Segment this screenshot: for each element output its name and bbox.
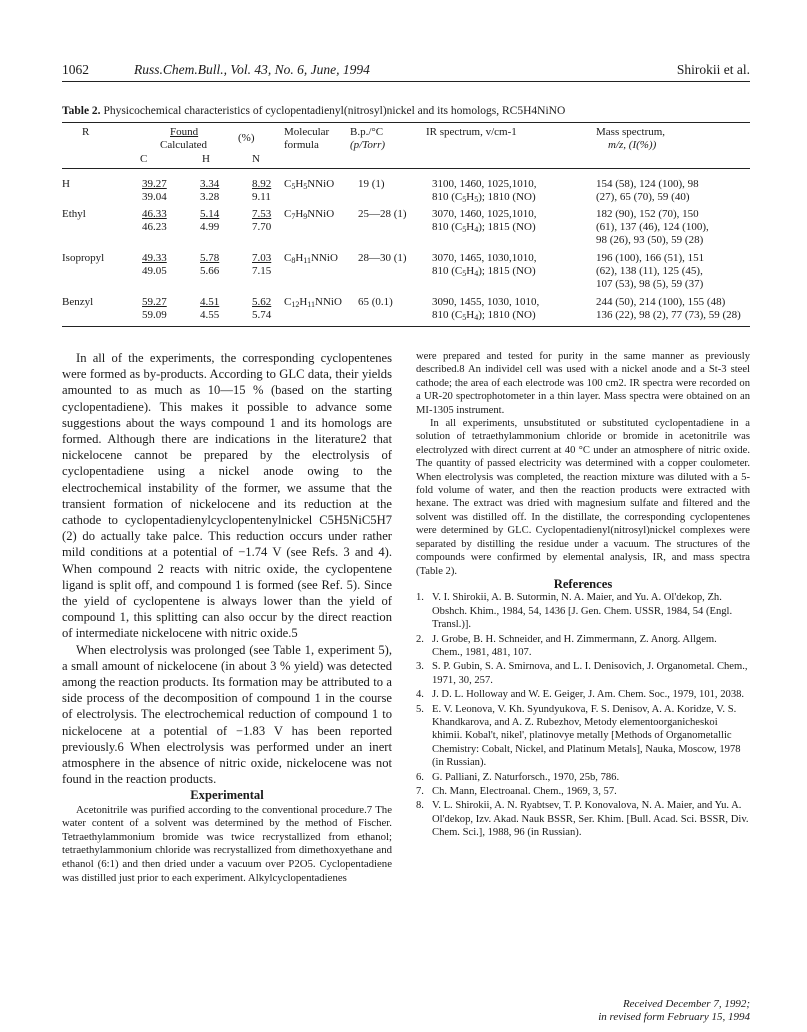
cell-n-found: 7.03 (252, 252, 272, 264)
cell-c-found: 46.33 (142, 208, 167, 220)
list-item (416, 633, 750, 660)
cell-ms: (27), 65 (70), 59 (40) (596, 191, 690, 203)
cell-h-calc: 5.66 (200, 265, 220, 277)
page-number: 1062 (62, 62, 89, 77)
cell-ms: (62), 138 (11), 125 (45), (596, 265, 703, 277)
header-rule (62, 81, 750, 82)
cell-n-calc: 5.74 (252, 309, 272, 321)
cell-h-found: 5.14 (200, 208, 220, 220)
received-dates (598, 998, 750, 1025)
cell-ir: 810 $(C_5H_4)$; 1815 (NO) (432, 265, 536, 278)
cell-bp: 19 (1) (358, 178, 385, 190)
revised-date: in revised form February 15, 1994 (598, 1011, 750, 1024)
cell-n-calc: 7.15 (252, 265, 272, 277)
row-r: H (62, 178, 70, 190)
paragraph: Acetonitrile was purified according to the conventional procedure.7 The water content of a solvent was determined by the method of Fischer. Tetraethylammonium bromide was twice recrystallized from ethanol; tetraethylammonium chloride was recrystallized from dimethoxyethane and ethanol (6:1) and then dried under a vacuum over P2O5. Cyclopentadiene was distilled just prior to each experiment. Alkylcyclopentadienes (62, 803, 392, 884)
cell-ir: 810 $(C_5H_4)$; 1810 (NO) (432, 309, 536, 322)
cell-formula: $C_7H_9NNiO$ (284, 208, 335, 221)
cell-n-found: 5.62 (252, 296, 272, 308)
running-authors: Shirokii et al. (676, 62, 750, 77)
ref-text: E. V. Leonova, V. Kh. Syundyukova, F. S. Denisov, A. A. Koridze, V. S. Khandkarova, and A. Z. Rubezhov, Metody elementoorganicheskoi khimii. Kobal't, nikel', platinovye metally [Methods of Organometallic Chemistry: Cobalt, Nickel, and Platinum Metals], Nauka, Moscow, 1978 (in Russian). (432, 703, 741, 769)
table-caption-text: Physicochemical characteristics of cyclopentadienyl(nitrosyl)nickel and its homologs, RC5H4NiNO (103, 105, 566, 117)
ref-number: 4. (416, 689, 424, 701)
cell-n-calc: 9.11 (252, 191, 271, 203)
row-r: Isopropyl (62, 252, 105, 264)
cell-bp: 65 (0.1) (358, 296, 393, 308)
cell-c-found: 59.27 (142, 296, 167, 308)
cell-h-calc: 4.55 (200, 309, 220, 321)
cell-n-found: 7.53 (252, 208, 272, 220)
received-date: Received December 7, 1992; (622, 998, 750, 1010)
ref-number: 1. (416, 592, 424, 604)
col-ms2: m/z, (I(%)) (608, 139, 657, 151)
cell-formula: $C_5H_5NNiO$ (284, 178, 335, 191)
col-ms1: Mass spectrum, (596, 126, 666, 138)
cell-c-calc: 39.04 (142, 191, 167, 203)
ref-number: 7. (416, 786, 424, 797)
running-header (62, 62, 750, 80)
paragraph: In all experiments, unsubstituted or substituted cyclopentadiene in a solution of tetraethylammonium chloride or bromide in acetonitrile was electrolyzed with direct current at 40 °C under an atmosphere of nitric oxide. The quantity of passed electricity was determined with a copper coulometer. When electrolysis was completed, the reaction mixture was diluted with a 5-fold volume of water, and then the reaction products were extracted with hexane. The extract was dried with magnesium sulfate and filtered and the solvent was distilled off. In the distillate, the corresponding cyclopentenes were determined by GLC. Cyclopentadienyl(nitrosyl)nickel complexes were separated by distilling the residue under a vacuum. The structures of the compounds were confirmed by elemental analysis, IR, and mass spectra (Table 2). (416, 418, 750, 577)
list-item (416, 799, 750, 839)
journal-citation: Russ.Chem.Bull., Vol. 43, No. 6, June, 1994 (134, 62, 370, 77)
cell-c-found: 39.27 (142, 178, 167, 190)
list-item (416, 688, 750, 701)
cell-ms: 107 (53), 98 (5), 59 (37) (596, 278, 704, 290)
ref-text: V. I. Shirokii, A. B. Sutormin, N. A. Maier, and Yu. A. Ol'dekop, Zh. Obshch. Khim., 1984, 54, 1436 [J. Gen. Chem. USSR, 1984, 54 (Engl. Transl.)]. (432, 592, 733, 631)
left-column (62, 350, 392, 885)
col-pct: (%) (238, 132, 255, 144)
col-calculated: Calculated (160, 139, 208, 151)
col-mf1: Molecular (284, 126, 330, 138)
ref-text: V. L. Shirokii, A. N. Ryabtsev, T. P. Konovalova, N. A. Maier, and Yu. A. Ol'dekop, Izv. Akad. Nauk BSSR, Ser. Khim. [Bull. Acad. Sci. BSSR, Div. Chem. Sci.], 1988, 96 (in Russian). (432, 800, 749, 839)
col-found: Found (170, 126, 199, 138)
col-bp2: (p/Torr) (350, 139, 386, 151)
cell-h-calc: 3.28 (200, 191, 220, 203)
cell-h-found: 3.34 (200, 178, 220, 190)
cell-ir: 810 $(C_5H_4)$; 1815 (NO) (432, 221, 536, 234)
cell-formula: $C_{12}H_{11}NNiO$ (284, 296, 342, 309)
col-r: R (82, 126, 90, 138)
col-n: N (252, 153, 260, 165)
cell-ir: 3100, 1460, 1025,1010, (432, 178, 537, 190)
cell-bp: 25—28 (1) (358, 208, 407, 220)
cell-ir: 3070, 1460, 1025,1010, (432, 208, 537, 220)
col-mf2: formula (284, 139, 319, 151)
ref-number: 8. (416, 800, 424, 812)
cell-h-found: 4.51 (200, 296, 220, 308)
cell-c-found: 49.33 (142, 252, 167, 264)
cell-ms: 154 (58), 124 (100), 98 (596, 178, 699, 190)
cell-ms: 196 (100), 166 (51), 151 (596, 252, 705, 264)
list-item (416, 591, 750, 631)
cell-c-calc: 59.09 (142, 309, 167, 321)
list-item (416, 660, 750, 687)
table-caption-label: Table 2. (62, 105, 101, 117)
ref-text: J. D. L. Holloway and W. E. Geiger, J. Am. Chem. Soc., 1979, 101, 2038. (432, 689, 745, 701)
row-r: Ethyl (62, 208, 86, 220)
row-r: Benzyl (62, 296, 94, 308)
col-c: C (140, 153, 148, 165)
table-top-rule (62, 122, 750, 123)
cell-ir: 3070, 1465, 1030,1010, (432, 252, 537, 264)
col-h: H (202, 153, 210, 165)
cell-ms: 244 (50), 214 (100), 155 (48) (596, 296, 726, 308)
ref-text: Ch. Mann, Electroanal. Chem., 1969, 3, 57. (432, 786, 617, 797)
table-bottom-rule (62, 326, 750, 327)
cell-ms: 136 (22), 98 (2), 77 (73), 59 (28) (596, 309, 741, 321)
cell-n-calc: 7.70 (252, 221, 272, 233)
cell-ir: 810 $(C_5H_5)$; 1810 (NO) (432, 191, 536, 204)
paragraph: were prepared and tested for purity in the same manner as previously described.8 An individel cell was used with a nickel anode and a St-3 steel cathode; the area of each electrode was 100 cm2. IR spectra were recorded on a UR-20 spectrophotometer in a thin layer. Mass spectra were obtained on an MI-1305 instrument. (416, 351, 750, 416)
references-heading: References (553, 576, 613, 591)
table-caption (62, 105, 750, 117)
cell-h-calc: 4.99 (200, 221, 220, 233)
cell-c-calc: 49.05 (142, 265, 167, 277)
ref-text: G. Palliani, Z. Naturforsch., 1970, 25b, 786. (432, 771, 620, 783)
list-item (416, 703, 750, 770)
cell-c-calc: 46.23 (142, 221, 167, 233)
experimental-heading: Experimental (190, 788, 264, 803)
cell-bp: 28—30 (1) (358, 252, 407, 264)
list-item (416, 785, 750, 798)
ref-number: 2. (416, 633, 424, 645)
cell-h-found: 5.78 (200, 252, 220, 264)
cell-ms: 98 (26), 93 (50), 59 (28) (596, 234, 704, 246)
reference-list (416, 591, 750, 839)
list-item (416, 771, 750, 784)
right-column (416, 350, 750, 841)
cell-n-found: 8.92 (252, 178, 272, 190)
ref-number: 6. (416, 771, 424, 783)
cell-formula: $C_8H_{11}NNiO$ (284, 252, 338, 265)
ref-text: J. Grobe, B. H. Schneider, and H. Zimmermann, Z. Anorg. Allgem. Chem., 1981, 481, 107. (432, 633, 717, 658)
col-bp1: B.p./°C (350, 126, 384, 138)
col-ir: IR spectrum, v/cm-1 (426, 126, 517, 138)
cell-ms: (61), 137 (46), 124 (100), (596, 221, 709, 233)
paragraph: In all of the experiments, the corresponding cyclopentenes were formed as by-products. According to GLC data, their yields amounted to as much as 10—15 % (based on the starting cyclopentadiene). This makes it possible to advance some suggestions about the ways compound 1 and its homologs are formed. Although there are indications in the literature2 that nickelocene cannot be prepared by the electrolysis of cyclopentadiene using a nickel anode owing to the electrochemical instability of the former, we assume that the transient formation of nickelocene and its reduction at the cathode to cyclopentadienylcyclopentenylnickel C5H5NiC5H7 (2) do actually take palce. This reduction occurs under rather mild conditions at a potential of −1.74 V (see Refs. 3 and 4). When compound 2 reacts with nitric oxide, the cyclopentene ligand is split off, and compound 1 is formed (see Ref. 5). Since the yield of cyclopentene is always lower than the yield of compound 1, this splitting can also occur by the direct reaction of intermediate nickelocene with nitric oxide.5 (62, 351, 392, 641)
ref-text: S. P. Gubin, S. A. Smirnova, and L. I. Denisovich, J. Organometal. Chem., 1971, 30, 257. (432, 661, 748, 686)
ref-number: 3. (416, 661, 424, 673)
table-header-rule (62, 168, 750, 169)
paragraph: When electrolysis was prolonged (see Table 1, experiment 5), a small amount of nickelocene (in about 3 % yield) was detected among the reaction products. Its formation may be attributed to a side process of the decomposition of compound 1 in the course of electrolysis. The electrochemical reduction of compound 1 to nickelocene at a potential of −1.83 V has been reported previously.6 When electrolysis was performed under an inert atmosphere in the absence of nitric oxide, nickelocene was not found in the reaction products. (62, 642, 392, 787)
cell-ms: 182 (90), 152 (70), 150 (596, 208, 699, 220)
cell-ir: 3090, 1455, 1030, 1010, (432, 296, 540, 308)
ref-number: 5. (416, 703, 424, 715)
